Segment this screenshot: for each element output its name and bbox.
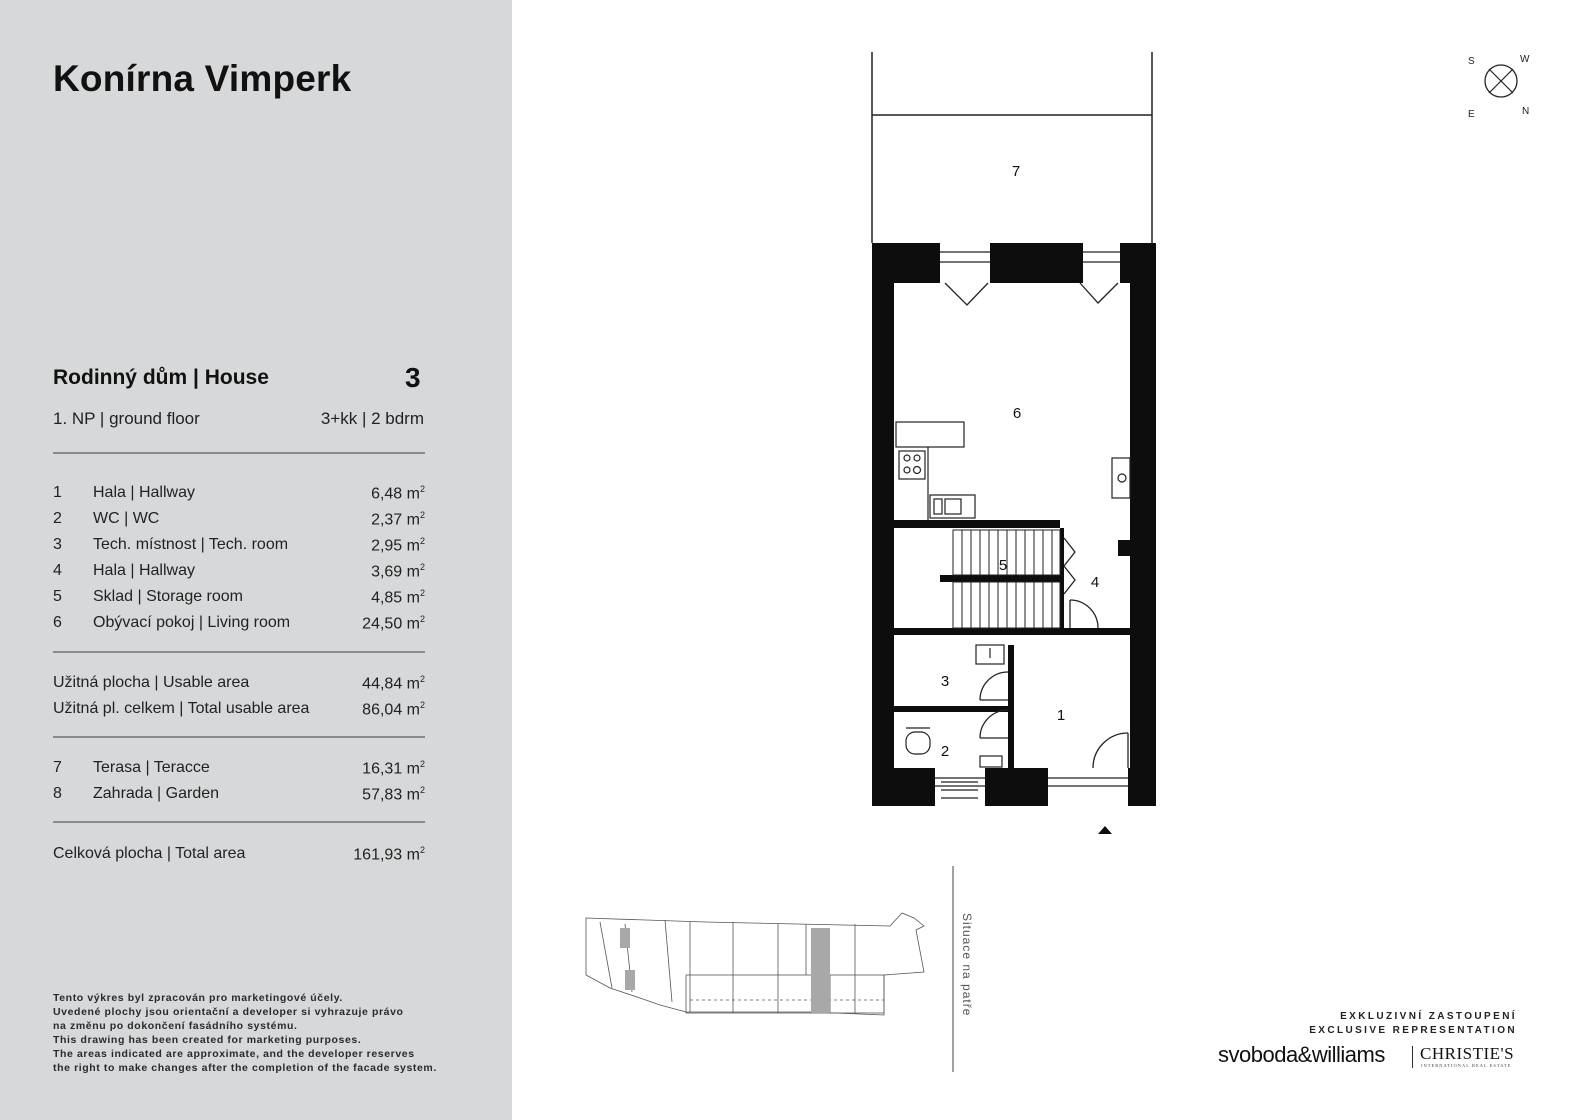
room-row: 5 Sklad | Storage room 4,85 $m^2$ bbox=[53, 588, 425, 607]
floor-label: 1. NP | ground floor bbox=[53, 409, 200, 428]
info-sidebar bbox=[0, 0, 512, 1120]
windows bbox=[935, 252, 1128, 786]
house-type: Rodinný dům | House bbox=[53, 366, 269, 389]
svg-text:E: E bbox=[1468, 109, 1475, 120]
terrace bbox=[872, 52, 1152, 243]
exclusive-representation-en: EXCLUSIVE REPRESENTATION bbox=[1309, 1025, 1517, 1036]
layout-label: 3+kk | 2 bdrm bbox=[320, 409, 424, 428]
outdoor-row: 7 Terasa | Teracce 16,31 $m^2$ bbox=[53, 759, 425, 778]
partner-logo-subtitle: INTERNATIONAL REAL ESTATE bbox=[1421, 1063, 1512, 1068]
partner-logo: CHRISTIE'S bbox=[1420, 1044, 1515, 1063]
total-usable-area-row: Užitná pl. celkem | Total usable area 86,04 $m^2$ bbox=[53, 700, 425, 719]
entrance-arrow-icon bbox=[1098, 826, 1112, 834]
room-row: 4 Hala | Hallway 3,69 $m^2$ bbox=[53, 562, 425, 581]
floor-plan bbox=[512, 0, 1583, 1120]
divider bbox=[53, 651, 425, 653]
room-label: 4 bbox=[1090, 574, 1100, 591]
disclaimer-line: na změnu po dokončení fasádního systému. bbox=[53, 1020, 298, 1032]
svg-text:N: N bbox=[1522, 106, 1530, 117]
disclaimer-line: This drawing has been created for marketing purposes. bbox=[53, 1034, 362, 1046]
room-label: 1 bbox=[1056, 707, 1066, 724]
usable-area-row: Užitná plocha | Usable area 44,84 $m^2$ bbox=[53, 674, 425, 693]
room-label: 7 bbox=[1011, 163, 1021, 180]
room-row: 1 Hala | Hallway 6,48 $m^2$ bbox=[53, 484, 425, 503]
room-row: 3 Tech. místnost | Tech. room 2,95 $m^2$ bbox=[53, 536, 425, 555]
disclaimer-line: Uvedené plochy jsou orientační a developer si vyhrazuje právo bbox=[53, 1006, 404, 1018]
svg-text:S: S bbox=[1468, 56, 1475, 67]
room-label: 2 bbox=[940, 743, 950, 760]
svg-text:W: W bbox=[1520, 54, 1530, 65]
divider bbox=[53, 452, 425, 454]
disclaimer-line: the right to make changes after the completion of the facade system. bbox=[53, 1062, 437, 1074]
walls bbox=[872, 243, 1156, 806]
disclaimer-line: Tento výkres byl zpracován pro marketingové účely. bbox=[53, 992, 343, 1004]
room-label: 6 bbox=[1012, 405, 1022, 422]
divider bbox=[53, 821, 425, 823]
room-label: 3 bbox=[940, 673, 950, 690]
logo-divider bbox=[1412, 1046, 1413, 1068]
situation-label: Situace na patře bbox=[960, 913, 974, 1017]
exclusive-representation-cz: EXKLUZIVNÍ ZASTOUPENÍ bbox=[1340, 1011, 1517, 1022]
brand-logo: svoboda&williams bbox=[1218, 1042, 1385, 1067]
grand-total-row: Celková plocha | Total area 161,93 $m^2$ bbox=[53, 845, 425, 864]
site-plan bbox=[586, 913, 924, 1015]
house-number: 3 bbox=[405, 362, 421, 393]
disclaimer-line: The areas indicated are approximate, and the developer reserves bbox=[53, 1048, 415, 1060]
divider bbox=[53, 736, 425, 738]
room-row: 6 Obývací pokoj | Living room 24,50 $m^2$ bbox=[53, 614, 425, 633]
room-row: 2 WC | WC 2,37 $m^2$ bbox=[53, 510, 425, 529]
room-label: 5 bbox=[998, 557, 1008, 574]
outdoor-row: 8 Zahrada | Garden 57,83 $m^2$ bbox=[53, 785, 425, 804]
compass-icon bbox=[1468, 54, 1530, 120]
project-title: Konírna Vimperk bbox=[53, 58, 352, 99]
